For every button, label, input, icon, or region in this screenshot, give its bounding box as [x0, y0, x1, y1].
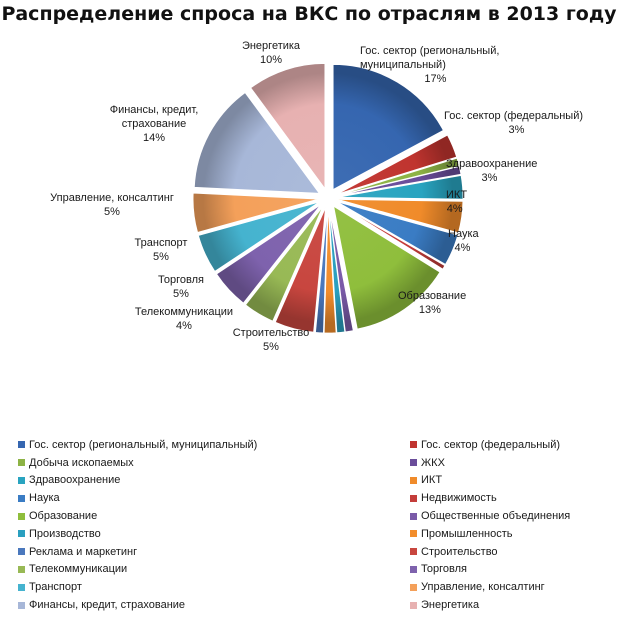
slice-label-14: Строительство 5%	[232, 327, 310, 353]
legend-label: Образование	[29, 510, 98, 523]
legend-label: Транспорт	[29, 581, 82, 594]
slice-label-15: Телекоммуникации 4%	[134, 306, 234, 332]
legend-label: Здравоохранение	[29, 474, 121, 487]
legend-item	[410, 578, 608, 596]
legend-item	[18, 454, 410, 472]
legend-label: ЖКХ	[421, 456, 445, 469]
legend-item	[410, 561, 608, 579]
legend-swatch	[410, 459, 417, 466]
legend-item	[18, 561, 410, 579]
legend-item	[410, 525, 608, 543]
slice-label-9: Образование 13%	[398, 290, 467, 316]
legend-item	[18, 489, 410, 507]
legend-item	[18, 543, 410, 561]
legend-label: Финансы, кредит, страхование	[29, 599, 186, 612]
legend-label: Строительство	[421, 545, 498, 558]
legend-item	[410, 436, 608, 454]
legend-swatch	[18, 459, 25, 466]
legend-item	[410, 472, 608, 490]
legend-item	[410, 454, 608, 472]
legend-item	[18, 596, 410, 614]
legend-swatch	[18, 602, 25, 609]
legend-swatch	[18, 530, 25, 537]
legend-item	[18, 578, 410, 596]
legend-swatch	[410, 602, 417, 609]
legend-swatch	[410, 584, 417, 591]
legend-label: Общественные объединения	[421, 510, 571, 523]
slice-label-6: ИКТ 4%	[446, 189, 468, 215]
legend-swatch	[410, 513, 417, 520]
slice-label-18: Управление, консалтинг 5%	[50, 192, 174, 218]
legend-label: Телекоммуникации	[29, 563, 128, 576]
slice-label-1: Гос. сектор (региональный, муниципальный) 17%	[360, 45, 500, 85]
legend-label: ИКТ	[421, 474, 443, 487]
legend-label: Недвижимость	[421, 492, 497, 505]
legend-label: Управление, консалтинг	[421, 581, 545, 594]
legend-label: Добыча ископаемых	[29, 456, 134, 469]
slice-label-5: Здравоохранение 3%	[446, 158, 538, 184]
legend-swatch	[410, 495, 417, 502]
legend-swatch	[410, 530, 417, 537]
slice-label-19: Финансы, кредит, страхование 14%	[109, 104, 199, 144]
slice-label-20: Энергетика 10%	[241, 40, 301, 66]
legend-item	[410, 489, 608, 507]
legend-item	[18, 472, 410, 490]
legend-swatch	[18, 584, 25, 591]
legend-swatch	[18, 495, 25, 502]
legend-swatch	[18, 477, 25, 484]
legend-label: Гос. сектор (федеральный)	[421, 438, 561, 451]
legend-label: Торговля	[421, 563, 467, 576]
legend-item	[410, 507, 608, 525]
slice-label-16: Торговля 5%	[158, 274, 204, 300]
legend-label: Промышленность	[421, 527, 513, 540]
legend	[18, 436, 608, 614]
legend-item	[410, 596, 608, 614]
legend-swatch	[18, 566, 25, 573]
slice-label-7: Наука 4%	[448, 228, 479, 254]
legend-swatch	[410, 441, 417, 448]
legend-swatch	[410, 477, 417, 484]
legend-label: Наука	[29, 492, 60, 505]
slice-label-17: Транспорт 5%	[134, 237, 188, 263]
legend-swatch	[18, 513, 25, 520]
legend-item	[18, 436, 410, 454]
legend-label: Производство	[29, 527, 101, 540]
legend-swatch	[18, 548, 25, 555]
legend-item	[18, 525, 410, 543]
slice-label-2: Гос. сектор (федеральный) 3%	[444, 110, 584, 136]
legend-swatch	[410, 548, 417, 555]
legend-label: Энергетика	[421, 599, 480, 612]
legend-item	[410, 543, 608, 561]
legend-label: Гос. сектор (региональный, муниципальный)	[29, 438, 258, 451]
chart-title: Распределение спроса на ВКС по отраслям в 2013 году	[1, 3, 617, 25]
legend-label: Реклама и маркетинг	[29, 545, 138, 558]
legend-item	[18, 507, 410, 525]
legend-swatch	[18, 441, 25, 448]
legend-swatch	[410, 566, 417, 573]
